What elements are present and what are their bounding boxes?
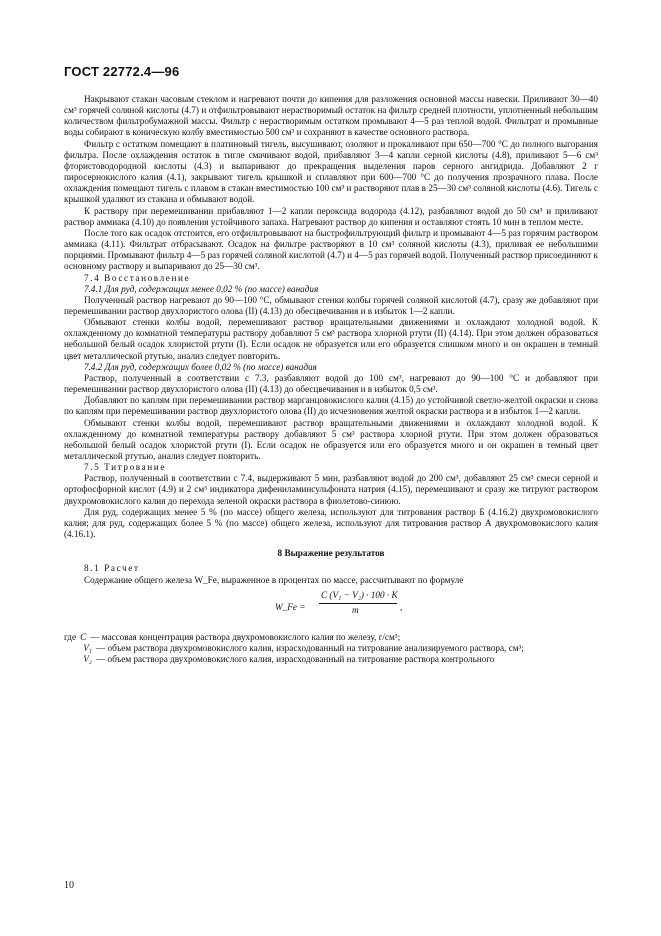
definition-item bbox=[64, 632, 598, 643]
subsection-heading-7-5: 7.5 Титрование bbox=[84, 462, 167, 473]
definition-symbol: V₂ bbox=[83, 654, 92, 665]
definition-symbol: C bbox=[80, 631, 87, 642]
paragraph: Обмывают стенки колбы водой, перемешивают раствор вращательными движениями и охлаждают холодной водой. К охлажденному до комнатной температуры раствору добавляют 5 см³ раствора хлорной ртути (II) (4.14). При этом должен образоваться небольшой белый осадок хлористой ртути (I). Если осадок не образуется или его образуется слишком много и он окрашен в темный цвет металлической ртутью, анализ следует повторить. bbox=[64, 317, 598, 361]
paragraph: Фильтр с остатком помещают в платиновый тигель, высушивают, озоляют и прокаливают при 650—700 °С до полного выгорания фильтра. После охлаждения остаток в тигле смачивают водой, прибавляют 3—4 капли серной кислоты (4.8), приливают 5—6 см³ фтористоводородной кислоты (4.3) и выпаривают до прекращения выделения паров серного ангидрида. Добавляют 2 г пиросернокислого калия (4.1), закрывают тигель крышкой и сплавляют при 600—700 °С до получения прозрачного плава. После охлаждения помещают тигель с плавом в стакан вместимостью 100 см³ и растворяют плав в 25—30 см³ соляной кислоты (4.6). Тигель с крышкой удаляют из стакана и обмывают водой. bbox=[64, 138, 598, 205]
paragraph: Содержание общего железа W_Fe, выраженное в процентах по массе, рассчитывают по формуле bbox=[84, 574, 464, 585]
definition-item bbox=[64, 654, 598, 665]
definition-text: — массовая концентрация раствора двухромовокислого калия по железу, г/см³; bbox=[90, 631, 401, 642]
paragraph: Для руд, содержащих менее 5 % (по массе) общего железа, используют для титрования раствор Б (4.16.2) двухромовокислого калия; для руд, содержащих более 5 % (по массе) общего железа, используют для титрования раствор А двухромовокислого калия (4.16.1). bbox=[64, 506, 598, 540]
formula-trail: , bbox=[400, 601, 403, 612]
paragraph: К раствору при перемешивании прибавляют 1—2 капли пероксида водорода (4.12), разбавляют водой до 50 см³ и приливают раствор аммиака (4.10) до появления устойчивого запаха. Нагревают раствор до кипения и оставляют стоять 10 мин в теплом месте. bbox=[64, 205, 598, 227]
paragraph: Накрывают стакан часовым стеклом и нагревают почти до кипения для разложения основной массы навески. Приливают 30—40 см³ горячей соляной кислоты (4.7) и отфильтровывают нерастворимый остаток на фильтр средней плотности, уплотненный небольшим количеством фильтробумажной массы. Фильтр с нерастворимым остатком промывают 4—5 раз теплой водой. Фильтрат и промывные воды собирают в коническую колбу вместимостью 500 см³ и сохраняют в качестве основного раствора. bbox=[64, 94, 598, 138]
paragraph: После того как осадок отстоится, его отфильтровывают на быстрофильтрующий фильтр и промывают 4—5 раз горячим раствором аммиака (4.11). Фильтрат отбрасывают. Осадок на фильтре растворяют в 10 см³ соляной кислоты (4.3), приливая ее небольшими порциями. Промывают фильтр 4—5 раз горячей соляной кислотой (4.7) и 4—5 раз горячей водой. Полученный раствор присоединяют к основному раствору и выпаривают до 25—30 см³. bbox=[64, 227, 598, 272]
page-number: 10 bbox=[64, 880, 74, 891]
paragraph: Раствор, полученный в соответствии с 7.4, выдерживают 5 мин, разбавляют водой до 200 см³, добавляют 25 см³ смеси серной и ортофосфорной кислот (4.9) и 2 см³ индикатора дифениламинсульфоната натрия (4.15), перемешивают и сразу же титруют раствором двухромовокислого калия до перехода зеленой окраски раствора в фиолетово-синюю. bbox=[64, 473, 598, 506]
subsection-heading-7-4: 7.4 Восстановление bbox=[84, 272, 191, 283]
formula-lhs: W_Fe = bbox=[275, 601, 306, 612]
definition-item bbox=[64, 643, 598, 654]
paragraph: Раствор, полученный в соответствии с 7.3, разбавляют водой до 100 см³, нагревают до 90—100 °С и добавляют при перемешивании раствор двухлористого олова (II) (4.13) до обесцвечивания и в избыток 0,5 см³. bbox=[64, 372, 598, 395]
formula bbox=[64, 588, 598, 628]
definition-text: — объем раствора двухромовокислого калия, израсходованный на титрование анализируемого раствора, см³; bbox=[96, 642, 524, 653]
paragraph: Обмывают стенки колбы водой, перемешивают раствор вращательными движениями и охлаждают холодной водой. К охлажденному до комнатной температуры раствору добавляют 5 см³ раствора хлорной ртути. При этом должен образоваться небольшой белый осадок хлористой ртути (I). Если осадок не образуется или его образуется много и он окрашен в темный цвет металлической ртутью, анализ следует повторить. bbox=[64, 417, 598, 461]
definition-symbol: V₁ bbox=[83, 642, 92, 653]
variable-definitions bbox=[64, 632, 598, 665]
formula-denominator: m bbox=[352, 604, 359, 615]
formula-numerator: C (V₁ − V₂) · 100 · K bbox=[321, 589, 398, 600]
document-body bbox=[64, 94, 598, 665]
subsection-heading-7-4-1: 7.4.1 Для руд, содержащих менее 0,02 % (по массе) ванадия bbox=[84, 283, 319, 294]
paragraph: Добавляют по каплям при перемешивании раствор марганцовокислого калия (4.15) до устойчивой светло-желтой окраски и снова по каплям при перемешивании раствор двухлористого олова (II) до исчезновения желтой окраски раствора и в избыток 1—2 капли. bbox=[64, 395, 598, 417]
definition-prefix: где bbox=[64, 631, 77, 642]
paragraph: Полученный раствор нагревают до 90—100 °С, обмывают стенки колбы горячей соляной кислотой (4.7), сразу же добавляют при перемешивании раствор двухлористого олова (II) (4.13) до обесцвечивания и в избыток 1—2 капли. bbox=[64, 294, 598, 316]
subsection-heading-8-1: 8.1 Расчет bbox=[84, 563, 140, 574]
fraction-bar bbox=[319, 603, 397, 604]
page-header: ГОСТ 22772.4—96 bbox=[64, 64, 180, 79]
subsection-heading-7-4-2: 7.4.2 Для руд, содержащих более 0,02 % (по массе) ванадия bbox=[84, 361, 317, 372]
definition-text: — объем раствора двухромовокислого калия, израсходованный на титрование раствора контрольного bbox=[96, 654, 495, 665]
section-heading-8: 8 Выражение результатов bbox=[277, 548, 385, 559]
